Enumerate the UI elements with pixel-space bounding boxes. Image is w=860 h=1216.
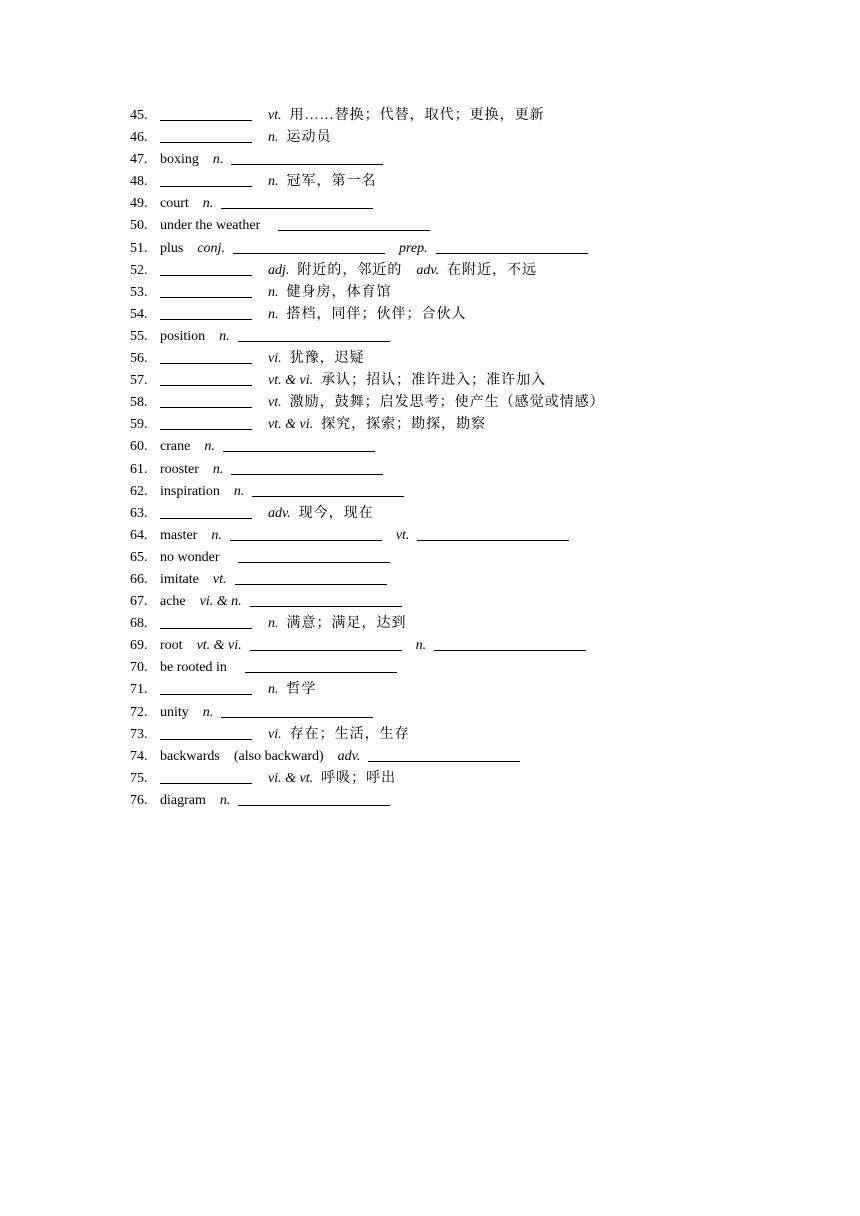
answer-blank[interactable] (436, 238, 588, 254)
part-of-speech: vi. & vt. (268, 770, 314, 786)
vocab-item (130, 744, 750, 766)
answer-blank[interactable] (160, 679, 252, 695)
vocab-item (130, 258, 750, 280)
answer-blank[interactable] (160, 282, 252, 298)
vocab-item (130, 700, 750, 722)
chinese-meaning: 承认；招认；准许进入；准许加入 (321, 373, 547, 389)
item-number: 58. (130, 395, 148, 411)
vocab-item (130, 213, 750, 235)
chinese-meaning: 哲学 (286, 682, 317, 698)
item-number: 46. (130, 130, 148, 146)
english-term: crane (160, 439, 191, 455)
item-number: 60. (130, 439, 148, 455)
answer-blank[interactable] (238, 547, 390, 563)
part-of-speech: n. (204, 439, 215, 455)
vocab-item (130, 501, 750, 523)
answer-blank[interactable] (160, 127, 252, 143)
chinese-meaning: 满意；满足，达到 (286, 616, 407, 632)
part-of-speech: n. (233, 483, 245, 499)
answer-blank[interactable] (160, 304, 252, 320)
answer-blank[interactable] (238, 790, 390, 806)
english-term: position (160, 328, 206, 344)
answer-blank[interactable] (160, 613, 252, 629)
item-number: 52. (130, 262, 148, 278)
item-number: 54. (130, 306, 148, 322)
chinese-meaning: 附近的，邻近的 (297, 262, 403, 278)
english-term: unity (160, 704, 189, 720)
item-number: 69. (130, 638, 148, 654)
answer-blank[interactable] (160, 260, 252, 276)
part-of-speech: adv. (416, 262, 440, 278)
answer-blank[interactable] (250, 635, 402, 651)
vocab-item (130, 125, 750, 147)
part-of-speech: vt. & vi. (196, 638, 242, 654)
item-number: 57. (130, 373, 148, 389)
part-of-speech: vi. & n. (199, 594, 242, 610)
part-of-speech: n. (268, 616, 279, 632)
chinese-meaning: 搭档，同伴；伙伴；合伙人 (286, 306, 467, 322)
vocab-item (130, 545, 750, 567)
english-term: be rooted in (160, 660, 227, 676)
chinese-meaning: 用……替换；代替，取代；更换，更新 (289, 108, 545, 123)
part-of-speech: n. (268, 130, 279, 146)
answer-blank[interactable] (160, 370, 252, 386)
item-number: 65. (130, 549, 148, 565)
part-of-speech: n. (211, 527, 222, 543)
english-term: plus (160, 240, 184, 256)
part-of-speech: n. (219, 792, 231, 808)
item-number: 51. (130, 240, 148, 256)
item-number: 63. (130, 505, 148, 521)
english-term: imitate (160, 571, 199, 587)
answer-blank[interactable] (160, 105, 252, 121)
english-term: (also backward) (233, 748, 324, 764)
part-of-speech: n. (202, 704, 214, 720)
answer-blank[interactable] (417, 525, 569, 541)
part-of-speech: n. (219, 328, 230, 344)
answer-blank[interactable] (245, 657, 397, 673)
english-term: court (160, 196, 189, 212)
part-of-speech: vt. (395, 527, 410, 543)
part-of-speech: n. (268, 306, 279, 322)
part-of-speech: adj. (268, 262, 290, 278)
answer-blank[interactable] (160, 768, 252, 784)
part-of-speech: adv. (268, 505, 291, 521)
part-of-speech: vi. (268, 726, 282, 742)
item-number: 75. (130, 770, 148, 786)
answer-blank[interactable] (231, 459, 383, 475)
answer-blank[interactable] (231, 149, 383, 165)
answer-blank[interactable] (238, 326, 390, 342)
english-term: under the weather (160, 218, 261, 234)
chinese-meaning: 健身房，体育馆 (286, 284, 392, 300)
vocab-item (130, 677, 750, 699)
answer-blank[interactable] (223, 436, 375, 452)
english-term: rooster (160, 461, 199, 477)
answer-blank[interactable] (160, 392, 252, 408)
part-of-speech: vt. & vi. (268, 373, 314, 389)
item-number: 50. (130, 218, 148, 234)
item-number: 45. (130, 108, 148, 123)
vocab-item (130, 766, 750, 788)
vocab-item (130, 324, 750, 346)
chinese-meaning: 激励，鼓舞；启发思考；使产生（感觉或情感） (289, 395, 605, 411)
english-term: master (160, 527, 198, 543)
answer-blank[interactable] (434, 635, 586, 651)
vocab-item (130, 611, 750, 633)
answer-blank[interactable] (252, 481, 404, 497)
vocab-item (130, 236, 750, 258)
answer-blank[interactable] (235, 569, 387, 585)
chinese-meaning: 冠军，第一名 (286, 174, 377, 190)
english-term: no wonder (160, 549, 220, 565)
english-term: diagram (160, 792, 206, 808)
item-number: 56. (130, 351, 148, 367)
vocab-item (130, 722, 750, 744)
vocab-item (130, 169, 750, 191)
part-of-speech: vt. (268, 395, 282, 411)
chinese-meaning: 运动员 (286, 130, 332, 146)
item-number: 70. (130, 660, 148, 676)
answer-blank[interactable] (160, 348, 252, 364)
vocab-item (130, 655, 750, 677)
item-number: 67. (130, 594, 148, 610)
part-of-speech: n. (212, 461, 224, 477)
vocab-item (130, 346, 750, 368)
english-term: boxing (160, 152, 199, 168)
answer-blank[interactable] (368, 746, 520, 762)
english-term: ache (160, 594, 186, 610)
item-number: 47. (130, 152, 148, 168)
item-number: 76. (130, 792, 148, 808)
chinese-meaning: 犹豫，迟疑 (289, 351, 365, 367)
vocab-item (130, 191, 750, 213)
english-term: backwards (160, 748, 220, 764)
part-of-speech: conj. (197, 240, 225, 256)
vocab-item (130, 302, 750, 324)
item-number: 49. (130, 196, 148, 212)
part-of-speech: n. (212, 152, 224, 168)
item-number: 64. (130, 527, 148, 543)
item-number: 48. (130, 174, 148, 190)
vocab-item (130, 103, 750, 125)
part-of-speech: vt. (268, 108, 282, 123)
part-of-speech: vt. & vi. (268, 417, 314, 433)
english-term: inspiration (160, 483, 220, 499)
answer-blank[interactable] (250, 591, 402, 607)
part-of-speech: vi. (268, 351, 282, 367)
vocab-item (130, 479, 750, 501)
answer-blank[interactable] (160, 414, 252, 430)
vocab-item (130, 523, 750, 545)
vocab-item (130, 567, 750, 589)
part-of-speech: n. (268, 174, 279, 190)
answer-blank[interactable] (160, 171, 252, 187)
part-of-speech: n. (202, 196, 214, 212)
vocab-item (130, 147, 750, 169)
vocab-item (130, 589, 750, 611)
vocab-item (130, 280, 750, 302)
part-of-speech: prep. (398, 240, 428, 256)
vocab-item (130, 788, 750, 810)
item-number: 62. (130, 483, 148, 499)
vocab-item (130, 434, 750, 456)
english-term: root (160, 638, 183, 654)
chinese-meaning: 现今，现在 (298, 505, 374, 521)
part-of-speech: n. (268, 284, 279, 300)
item-number: 66. (130, 571, 148, 587)
answer-blank[interactable] (233, 238, 385, 254)
item-number: 74. (130, 748, 148, 764)
vocab-item (130, 390, 750, 412)
item-number: 59. (130, 417, 148, 433)
vocab-item (130, 412, 750, 434)
vocabulary-list (130, 103, 750, 810)
chinese-meaning: 存在；生活，生存 (289, 726, 410, 742)
vocab-item (130, 457, 750, 479)
part-of-speech: adv. (337, 748, 361, 764)
answer-blank[interactable] (160, 503, 252, 519)
part-of-speech: n. (415, 638, 427, 654)
item-number: 71. (130, 682, 148, 698)
item-number: 53. (130, 284, 148, 300)
item-number: 72. (130, 704, 148, 720)
answer-blank[interactable] (230, 525, 382, 541)
vocab-item (130, 633, 750, 655)
item-number: 73. (130, 726, 148, 742)
item-number: 55. (130, 328, 148, 344)
part-of-speech: vt. (212, 571, 227, 587)
item-number: 68. (130, 616, 148, 632)
answer-blank[interactable] (221, 702, 373, 718)
chinese-meaning: 探究，探索；勘探，勘察 (321, 417, 487, 433)
vocab-item (130, 368, 750, 390)
part-of-speech: n. (268, 682, 279, 698)
chinese-meaning: 在附近，不远 (447, 262, 538, 278)
answer-blank[interactable] (160, 724, 252, 740)
item-number: 61. (130, 461, 148, 477)
answer-blank[interactable] (221, 193, 373, 209)
answer-blank[interactable] (278, 215, 430, 231)
chinese-meaning: 呼吸；呼出 (321, 770, 397, 786)
